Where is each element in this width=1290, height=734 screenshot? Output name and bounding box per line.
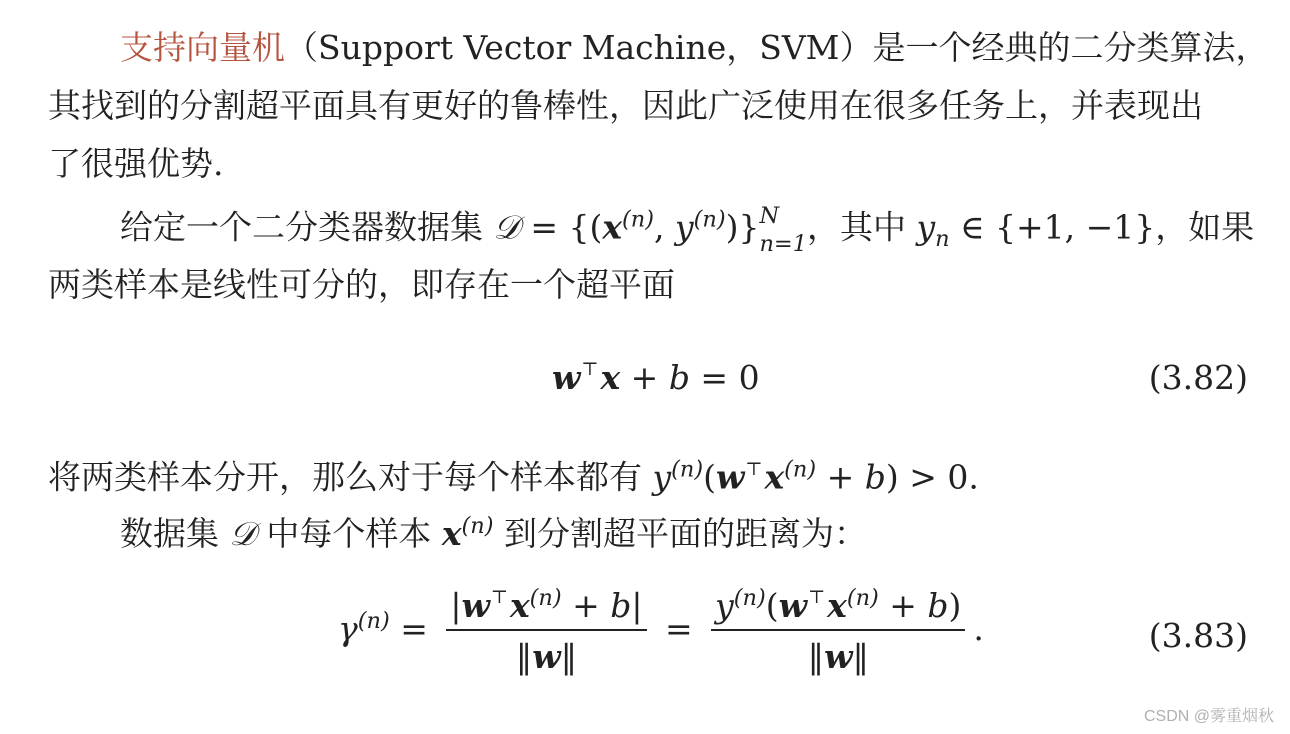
paragraph4-line bbox=[120, 514, 867, 555]
x-vector: x bbox=[600, 358, 621, 397]
equation-3-82 bbox=[552, 358, 760, 397]
x-vector: x bbox=[764, 457, 785, 497]
svm-term: 支持向量机 bbox=[120, 28, 285, 67]
w-vector: w bbox=[461, 586, 490, 625]
paren-close: ) bbox=[948, 586, 962, 625]
w-vector: w bbox=[716, 457, 745, 497]
b-variable: b bbox=[927, 586, 949, 625]
paragraph4-middle: 中每个样本 bbox=[266, 514, 432, 553]
comma: , bbox=[654, 207, 675, 247]
transpose-symbol: ⊤ bbox=[745, 459, 763, 480]
norm-open: ‖ bbox=[807, 637, 825, 676]
norm-close: ‖ bbox=[852, 637, 869, 676]
transpose-symbol: ⊤ bbox=[581, 359, 599, 381]
y-variable: y bbox=[652, 457, 672, 497]
open-paren: ( bbox=[703, 457, 716, 497]
equation-3-83 bbox=[338, 586, 984, 676]
fraction-1 bbox=[446, 586, 646, 676]
dataset-symbol: 𝒟 bbox=[229, 517, 256, 553]
in-set: ∈ {+1, −1} bbox=[949, 207, 1156, 247]
period: . bbox=[973, 609, 984, 648]
fraction-2 bbox=[711, 586, 965, 676]
close-set: )} bbox=[725, 207, 760, 247]
x-vector: x bbox=[827, 586, 847, 625]
n-superscript: (n) bbox=[461, 513, 494, 539]
plus: + bbox=[816, 457, 865, 497]
b-variable: b bbox=[668, 358, 690, 397]
n-superscript-y: (n) bbox=[733, 585, 766, 611]
n-superscript: (n) bbox=[357, 608, 390, 634]
paragraph3-line bbox=[48, 450, 979, 498]
equation-number-3-82: (3.82) bbox=[1148, 358, 1248, 397]
set-limits bbox=[759, 203, 808, 258]
equals-zero: = 0 bbox=[689, 358, 760, 397]
watermark: CSDN @雾重烟秋 bbox=[1143, 708, 1274, 725]
paragraph2-suffix: ，如果 bbox=[1155, 207, 1255, 247]
plus: + bbox=[561, 586, 611, 625]
close-gt-zero: ) > 0. bbox=[885, 457, 979, 497]
equals-2: = bbox=[654, 609, 704, 648]
n-superscript: (n) bbox=[622, 206, 654, 233]
transpose-symbol: ⊤ bbox=[490, 587, 508, 609]
n-superscript-y: (n) bbox=[693, 206, 726, 233]
x-vector: x bbox=[509, 586, 530, 625]
lower-limit: n=1 bbox=[759, 231, 808, 258]
n-superscript-x: (n) bbox=[784, 456, 817, 483]
fraction-1-denominator bbox=[446, 631, 646, 676]
y-variable: y bbox=[715, 586, 734, 625]
paragraph1-line2: 其找到的分割超平面具有更好的鲁棒性，因此广泛使用在很多任务上，并表现出 bbox=[48, 86, 1203, 125]
w-vector: w bbox=[532, 637, 561, 676]
plus: + bbox=[620, 358, 669, 397]
upper-limit: N bbox=[759, 203, 780, 229]
w-vector: w bbox=[552, 358, 581, 397]
paragraph2-prefix: 给定一个二分类器数据集 bbox=[120, 207, 483, 247]
equals: = bbox=[389, 609, 439, 648]
paragraph1-line1 bbox=[120, 28, 1268, 68]
b-variable: b bbox=[610, 586, 632, 625]
n-subscript: n bbox=[935, 226, 950, 253]
paragraph1-line1-text: （Support Vector Machine，SVM）是一个经典的二分类算法， bbox=[285, 28, 1269, 67]
equals-open: = {( bbox=[519, 207, 603, 247]
x-vector: x bbox=[602, 207, 623, 247]
paragraph3-prefix: 将两类样本分开，那么对于每个样本都有 bbox=[48, 457, 642, 497]
equation-number-3-83: (3.83) bbox=[1148, 616, 1248, 655]
abs-open: | bbox=[450, 586, 462, 625]
norm-open: ‖ bbox=[515, 637, 533, 676]
y-variable: y bbox=[674, 207, 694, 247]
n-superscript-x: (n) bbox=[846, 585, 879, 611]
gamma-variable: γ bbox=[338, 609, 358, 648]
paragraph2-line1 bbox=[120, 203, 1255, 258]
norm-close: ‖ bbox=[560, 637, 578, 676]
y-n: y bbox=[916, 207, 936, 247]
paragraph1-line3: 了很强优势. bbox=[48, 144, 224, 183]
paragraph4-suffix: 到分割超平面的距离为： bbox=[504, 514, 867, 553]
w-vector: w bbox=[824, 637, 853, 676]
paragraph4-prefix: 数据集 bbox=[120, 514, 219, 553]
x-vector: x bbox=[441, 514, 462, 553]
n-superscript-x: (n) bbox=[529, 585, 562, 611]
w-vector: w bbox=[778, 586, 808, 625]
fraction-2-numerator bbox=[711, 586, 965, 629]
fraction-2-denominator bbox=[711, 631, 965, 676]
abs-close: | bbox=[631, 586, 643, 625]
n-superscript: (n) bbox=[671, 456, 704, 483]
transpose-symbol: ⊤ bbox=[808, 587, 826, 609]
paragraph2-middle: ，其中 bbox=[807, 207, 907, 247]
dataset-symbol: 𝒟 bbox=[493, 210, 520, 247]
fraction-1-numerator bbox=[446, 586, 646, 629]
paragraph2-line2: 两类样本是线性可分的，即存在一个超平面 bbox=[48, 265, 675, 304]
paren-open: ( bbox=[765, 586, 779, 625]
plus: + bbox=[878, 586, 928, 625]
b-variable: b bbox=[864, 457, 886, 497]
